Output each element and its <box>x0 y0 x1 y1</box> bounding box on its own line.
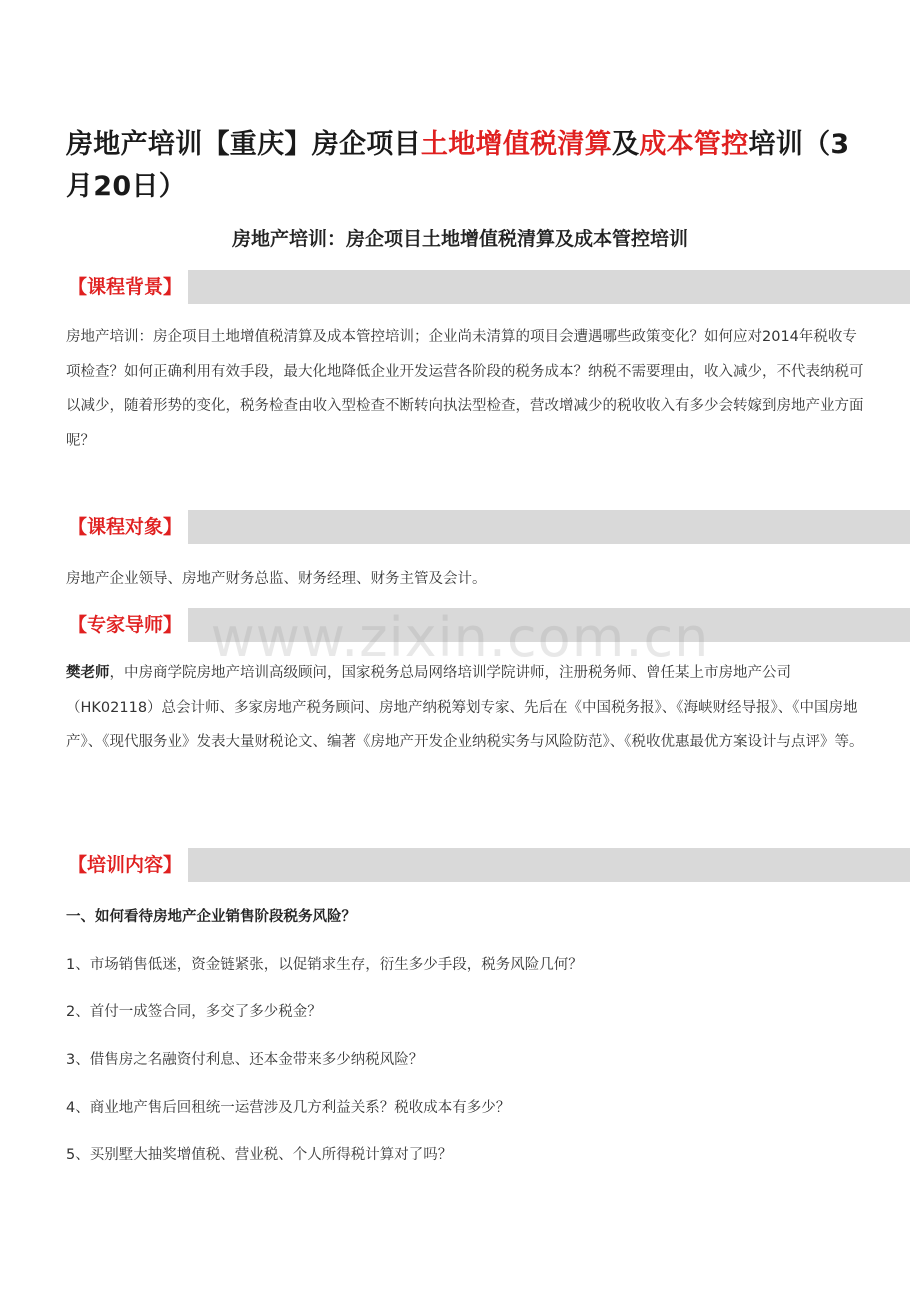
title-highlight-land-tax: 土地增值税清算 <box>420 129 613 160</box>
list-item: 4、商业地产售后回租统一运营涉及几方利益关系？税收成本有多少？ <box>66 1100 511 1116</box>
content-heading: 一、如何看待房地产企业销售阶段税务风险？ <box>66 909 356 925</box>
expert-name: 樊老师 <box>66 665 110 681</box>
section-label: 【课程对象】 <box>66 510 188 544</box>
title-part: 培训（3月20日） <box>66 129 850 202</box>
page-title <box>66 124 866 208</box>
background-paragraph: 房地产培训：房企项目土地增值税清算及成本管控培训；企业尚未清算的项目会遭遇哪些政策变化？如何应对2014年税收专项检查？如何正确利用有效手段，最大化地降低企业开发运营各阶段的税务成本？纳税不需要理由，收入减少，不代表纳税可以减少，随着形势的变化，税务检查由收入型检查不断转向执法型检查，营改增减少的税收收入有多少会转嫁到房地产业方面呢？ <box>66 329 864 449</box>
title-highlight-cost-control: 成本管控 <box>639 129 749 160</box>
expert-paragraph <box>66 656 866 760</box>
title-part: 房地产培训【重庆】房企项目 <box>66 129 421 160</box>
audience-paragraph: 房地产企业领导、房地产财务总监、财务经理、财务主管及会计。 <box>66 571 487 587</box>
page-subtitle: 房地产培训：房企项目土地增值税清算及成本管控培训 <box>231 228 688 250</box>
section-label: 【课程背景】 <box>66 270 188 304</box>
list-item: 1、市场销售低迷，资金链紧张，以促销求生存，衍生多少手段，税务风险几何？ <box>66 957 583 973</box>
section-label: 【专家导师】 <box>66 608 188 642</box>
section-header-expert <box>66 608 910 642</box>
list-item: 5、买别墅大抽奖增值税、营业税、个人所得税计算对了吗？ <box>66 1147 453 1163</box>
section-header-audience <box>66 510 910 544</box>
list-item: 3、借售房之名融资付利息、还本金带来多少纳税风险？ <box>66 1052 424 1068</box>
expert-bio: ，中房商学院房地产培训高级顾问，国家税务总局网络培训学院讲师，注册税务师、曾任某上市房地产公司（HK02118）总会计师、多家房地产税务顾问、房地产纳税筹划专家、先后在《中国税务报》、《海峡财经导报》、《中国房地产》、《现代服务业》发表大量财税论文、编著《房地产开发企业纳税实务与风险防范》、《税收优惠最优方案设计与点评》等。 <box>66 665 864 750</box>
watermark: www.zixin.com.cn <box>210 606 710 669</box>
section-header-background <box>66 270 910 304</box>
list-item: 2、首付一成签合同，多交了多少税金？ <box>66 1004 322 1020</box>
section-label: 【培训内容】 <box>66 848 188 882</box>
title-part: 及 <box>612 129 640 160</box>
section-header-content <box>66 848 910 882</box>
